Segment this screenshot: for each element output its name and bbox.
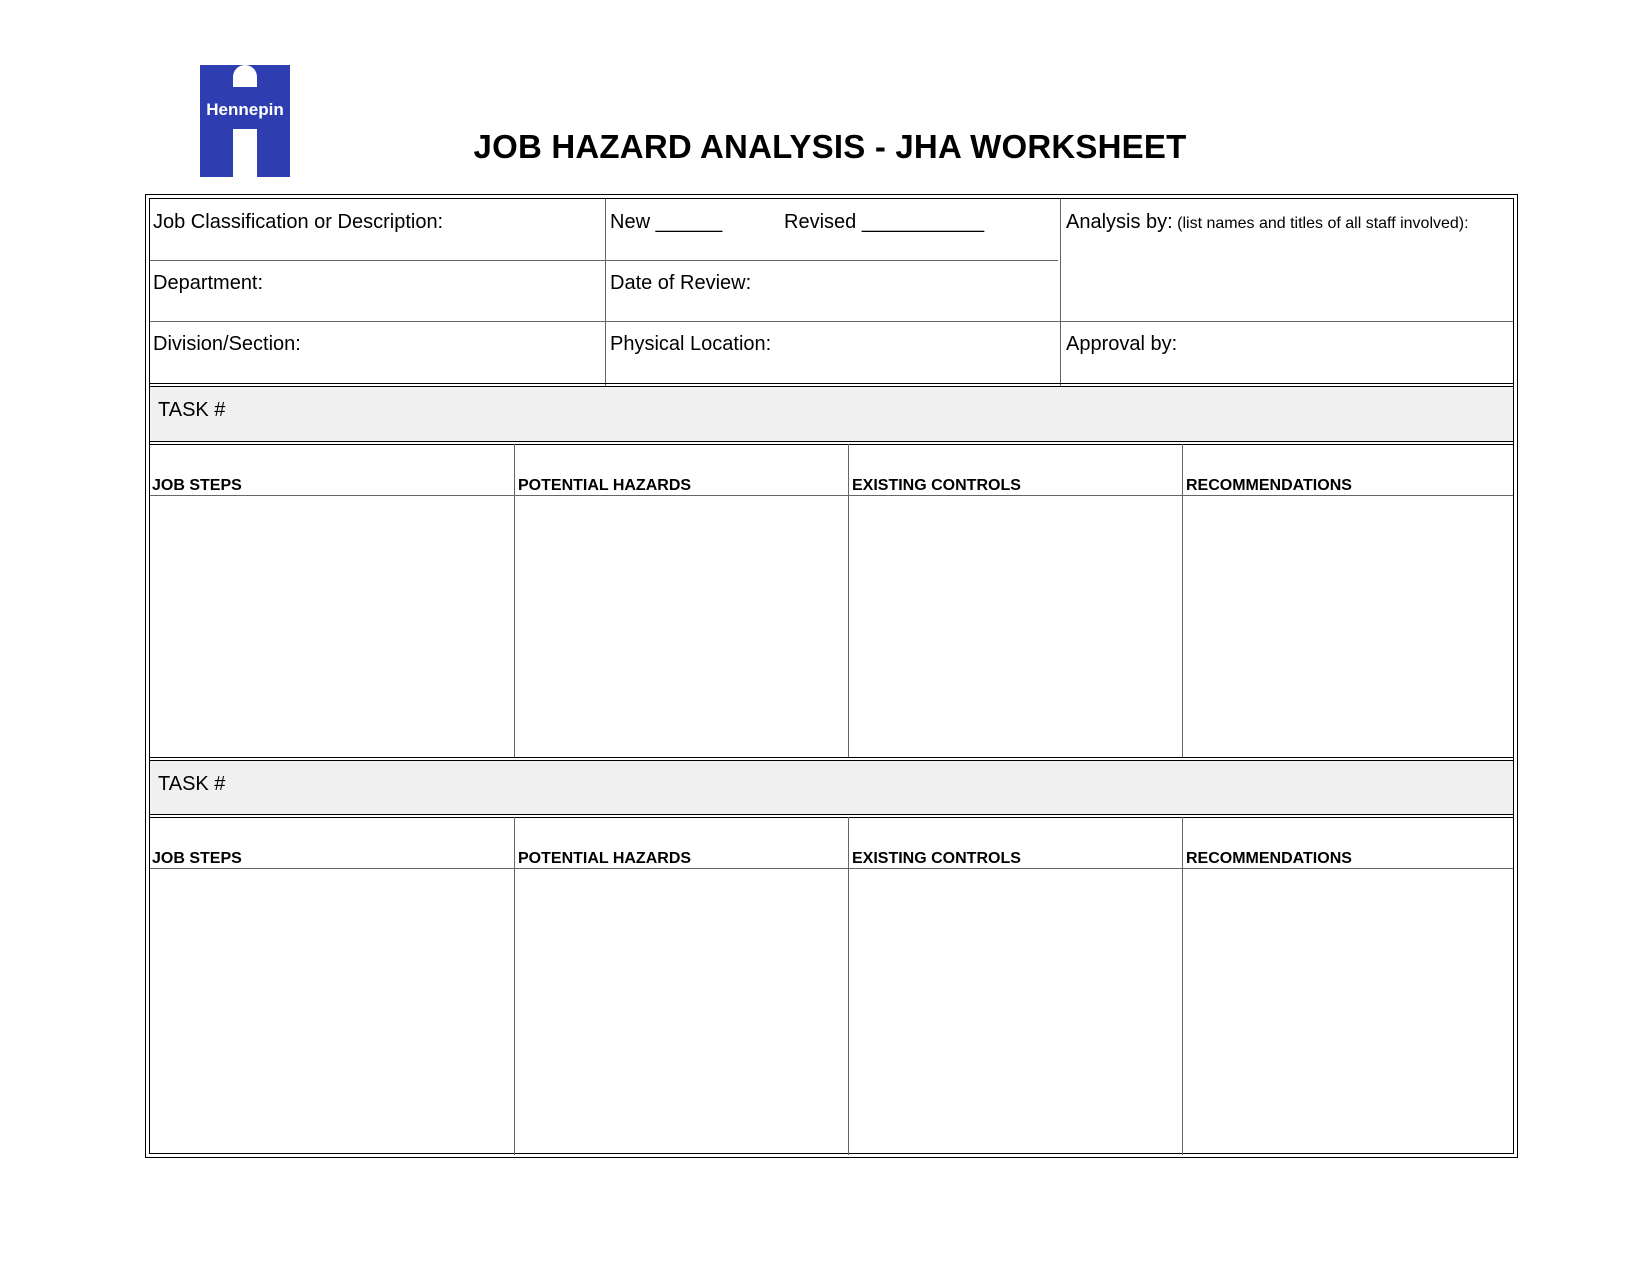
section-divider bbox=[150, 757, 1513, 758]
column-divider bbox=[1182, 444, 1183, 758]
col-potential-hazards: POTENTIAL HAZARDS bbox=[518, 477, 692, 494]
physical-location-label: Physical Location: bbox=[610, 333, 772, 355]
task-label: TASK # bbox=[158, 399, 226, 421]
col-recommendations: RECOMMENDATIONS bbox=[1186, 850, 1352, 867]
section-divider bbox=[150, 817, 1513, 818]
column-divider bbox=[848, 444, 849, 758]
section-divider bbox=[150, 383, 1513, 384]
column-divider bbox=[1182, 817, 1183, 1155]
column-divider bbox=[514, 817, 515, 1155]
section-divider bbox=[150, 441, 1513, 442]
column-divider bbox=[514, 444, 515, 758]
job-classification-label: Job Classification or Description: bbox=[153, 211, 444, 233]
col-job-steps: JOB STEPS bbox=[152, 850, 242, 867]
col-existing-controls: EXISTING CONTROLS bbox=[852, 850, 1021, 867]
analysis-by-label: Analysis by: bbox=[1066, 211, 1173, 233]
col-existing-controls: EXISTING CONTROLS bbox=[852, 477, 1021, 494]
column-header-divider bbox=[150, 868, 1513, 869]
department-label: Department: bbox=[153, 272, 264, 294]
section-divider bbox=[150, 444, 1513, 445]
task-label: TASK # bbox=[158, 773, 226, 795]
col-job-steps: JOB STEPS bbox=[152, 477, 242, 494]
division-section-label: Division/Section: bbox=[153, 333, 301, 355]
section-divider bbox=[150, 814, 1513, 815]
header-col-divider-1 bbox=[605, 199, 606, 386]
header-row-divider-2 bbox=[150, 321, 1513, 322]
jha-form-inner bbox=[149, 198, 1514, 1154]
header-col-divider-2 bbox=[1060, 199, 1061, 386]
task-bar bbox=[150, 761, 1513, 814]
column-header-divider bbox=[150, 495, 1513, 496]
task-bar bbox=[150, 387, 1513, 441]
analysis-by-note: (list names and titles of all staff involved): bbox=[1177, 215, 1469, 232]
header-row-divider-1 bbox=[150, 260, 1058, 261]
col-potential-hazards: POTENTIAL HAZARDS bbox=[518, 850, 692, 867]
col-recommendations: RECOMMENDATIONS bbox=[1186, 477, 1352, 494]
page-title: JOB HAZARD ANALYSIS - JHA WORKSHEET bbox=[473, 128, 1187, 165]
jha-form bbox=[145, 194, 1518, 1158]
new-field-label: New ______ bbox=[610, 211, 723, 233]
logo-text: Hennepin bbox=[206, 100, 284, 119]
column-divider bbox=[848, 817, 849, 1155]
approval-by-label: Approval by: bbox=[1066, 333, 1178, 355]
date-of-review-label: Date of Review: bbox=[610, 272, 752, 294]
analysis-by-field bbox=[1066, 211, 1469, 234]
revised-field-label: Revised ___________ bbox=[784, 211, 985, 233]
